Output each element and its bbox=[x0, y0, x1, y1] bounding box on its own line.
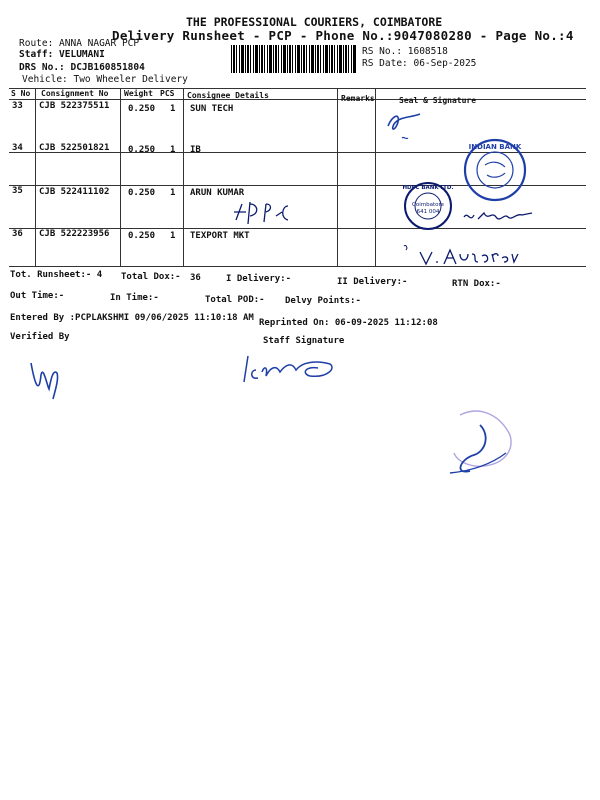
col-header-weight: Weight bbox=[124, 89, 153, 98]
tot-runsheet: Tot. Runsheet:- 4 bbox=[10, 270, 103, 280]
rs-number: RS No.: 1608518 bbox=[362, 46, 448, 57]
col-divider bbox=[35, 88, 36, 266]
verified-by: Verified By bbox=[10, 332, 70, 342]
rtn-dox: RTN Dox:- bbox=[452, 279, 501, 289]
table-row-weight: 0.250 bbox=[128, 104, 156, 114]
col-header-seal: Seal & Signature bbox=[399, 96, 477, 105]
col-header-remarks: Remarks bbox=[341, 94, 375, 103]
table-row-consignee: ARUN KUMAR bbox=[190, 188, 245, 198]
total-dox-label: Total Dox:- bbox=[121, 272, 181, 282]
table-row-sno: 33 bbox=[12, 101, 23, 111]
vehicle-label: Vehicle: Two Wheeler Delivery bbox=[22, 74, 188, 85]
table-row-weight: 0.250 bbox=[128, 188, 156, 198]
hdfc-stamp-pin: 641 004 bbox=[416, 209, 440, 215]
staff-signature-label: Staff Signature bbox=[263, 336, 345, 346]
rs-date: RS Date: 06-Sep-2025 bbox=[362, 58, 477, 69]
bank-stamp-text: INDIAN BANK bbox=[468, 143, 522, 151]
total-dox-value: 36 bbox=[190, 273, 201, 283]
reprinted-on: Reprinted On: 06-09-2025 11:12:08 bbox=[259, 318, 438, 328]
table-row-consignment: CJB 522375511 bbox=[39, 101, 110, 111]
verified-signature-ink bbox=[25, 355, 70, 405]
hdfc-stamp-city: Coimbatore bbox=[412, 202, 444, 208]
col-header-pcs: PCS bbox=[160, 89, 175, 98]
table-row-consignee: SUN TECH bbox=[190, 104, 234, 114]
page-title: Delivery Runsheet - PCP - Phone No.:9047080280 - Page No.:4 bbox=[112, 28, 574, 43]
col-header-consignment: Consignment No bbox=[41, 89, 109, 98]
route-label: Route: ANNA NAGAR PCP bbox=[19, 38, 140, 49]
col-header-consignee: Consignee Details bbox=[187, 91, 269, 100]
signature-row36 bbox=[400, 240, 520, 275]
in-time: In Time:- bbox=[110, 293, 159, 303]
col-divider bbox=[337, 88, 338, 266]
table-row-pcs: 1 bbox=[170, 231, 176, 241]
hdfc-stamp-text: HDFC BANK LTD. bbox=[402, 185, 454, 191]
table-row-consignment: CJB 522411102 bbox=[39, 187, 110, 197]
table-row-sno: 35 bbox=[12, 186, 23, 196]
table-row-weight: 0.250 bbox=[128, 231, 156, 241]
col-header-sno: S No bbox=[11, 89, 31, 98]
out-time: Out Time:- bbox=[10, 291, 65, 301]
table-row-sno: 36 bbox=[12, 229, 23, 239]
col-divider bbox=[120, 88, 121, 266]
table-header-rule bbox=[9, 99, 586, 100]
ii-delivery: II Delivery:- bbox=[337, 277, 408, 287]
staff-label: Staff: VELUMANI bbox=[19, 49, 105, 60]
table-row-consignment: CJB 522223956 bbox=[39, 229, 110, 239]
drs-number: DRS No.: DCJB160851804 bbox=[19, 62, 145, 73]
i-delivery: I Delivery:- bbox=[226, 274, 292, 284]
table-row-weight: 0.250 bbox=[128, 145, 156, 155]
barcode bbox=[231, 45, 357, 73]
staff-signature-ink bbox=[240, 348, 350, 388]
col-divider bbox=[375, 88, 376, 266]
table-row-consignee: TEXPORT MKT bbox=[190, 231, 250, 241]
company-name: THE PROFESSIONAL COURIERS, COIMBATORE bbox=[186, 15, 443, 29]
signature-row35 bbox=[232, 198, 307, 228]
table-row-pcs: 1 bbox=[170, 104, 176, 114]
table-row-pcs: 1 bbox=[170, 145, 176, 155]
table-row-consignee: IB bbox=[190, 145, 201, 155]
total-pod: Total POD:- bbox=[205, 295, 265, 305]
signature-row33 bbox=[380, 108, 430, 148]
delvy-points: Delvy Points:- bbox=[285, 296, 361, 306]
signature-row35-right bbox=[460, 205, 540, 230]
faded-stamp-ink bbox=[440, 395, 520, 480]
table-row-sno: 34 bbox=[12, 143, 23, 153]
table-row-pcs: 1 bbox=[170, 188, 176, 198]
entered-by: Entered By :PCPLAKSHMI 09/06/2025 11:10:18 AM bbox=[10, 313, 254, 323]
table-row-consignment: CJB 522501821 bbox=[39, 143, 110, 153]
col-divider bbox=[183, 88, 184, 266]
